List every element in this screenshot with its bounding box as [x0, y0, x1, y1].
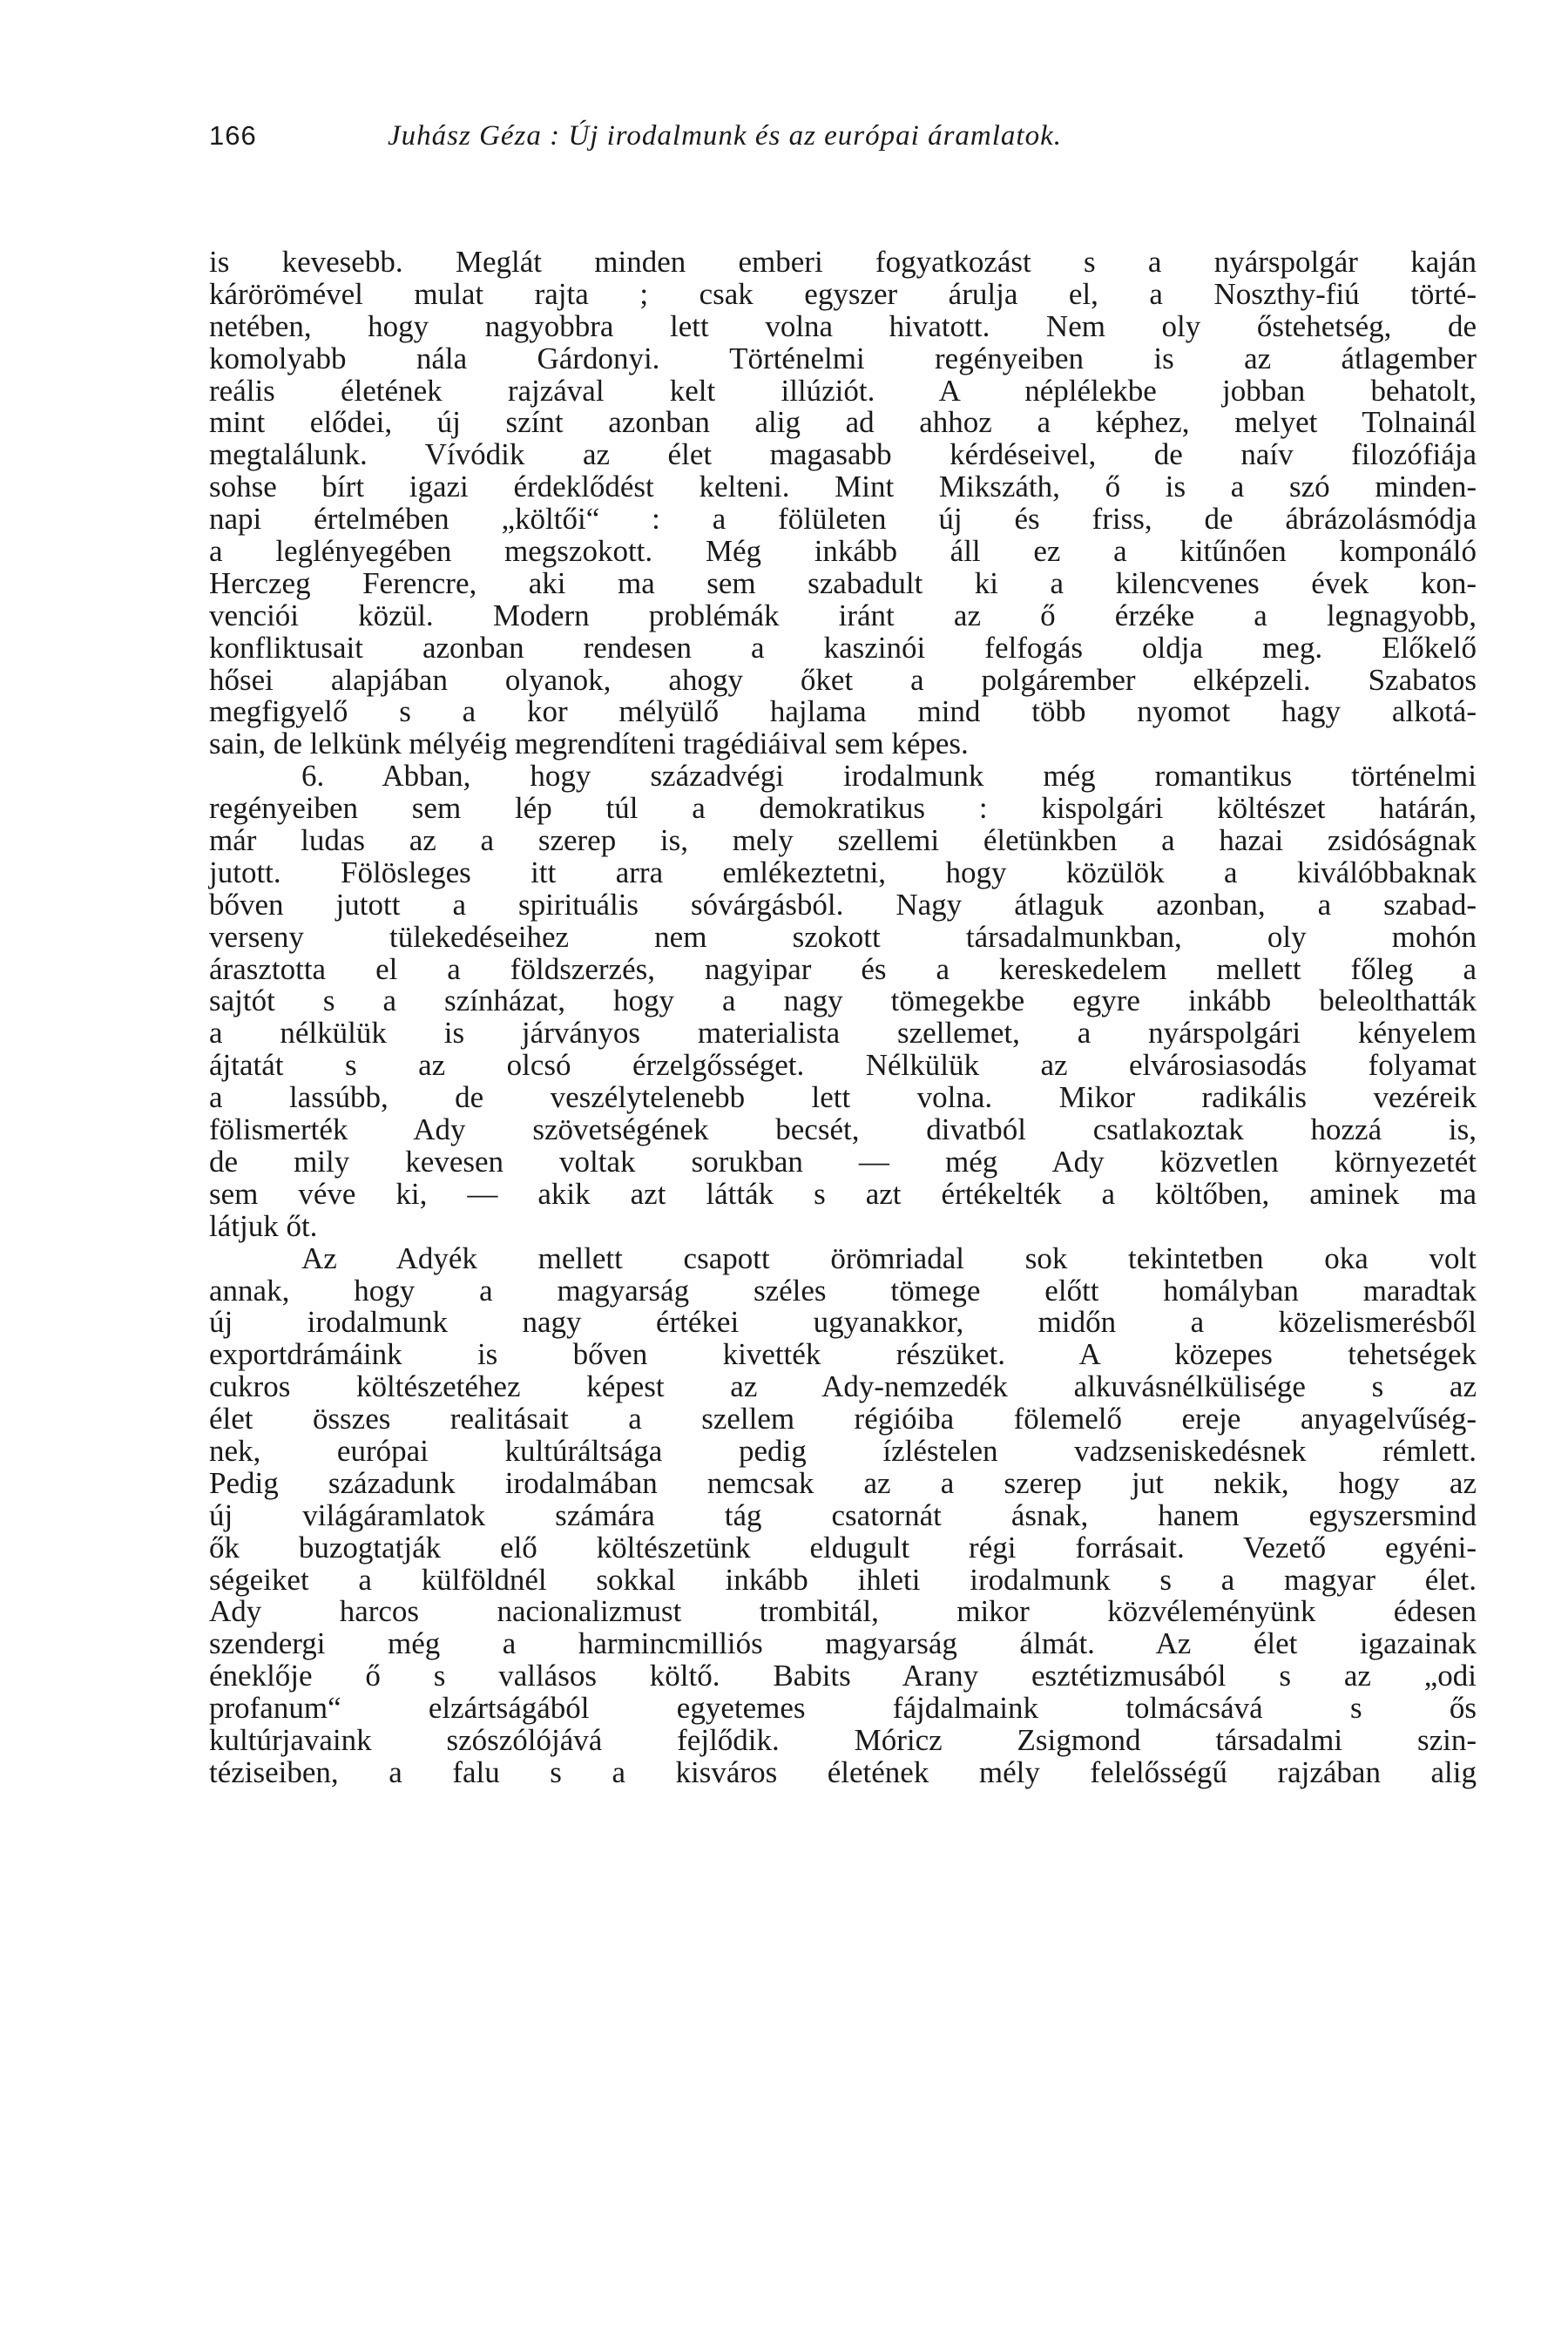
text-line: bőven jutott a spirituális sóvárgásból. Nagy átlaguk azonban, a szabad-	[209, 887, 1477, 922]
text-line: Pedig századunk irodalmában nemcsak az a szerep jut nekik, hogy az	[209, 1465, 1477, 1500]
text-line: netében, hogy nagyobbra lett volna hivatott. Nem oly őstehetség, de	[209, 308, 1477, 343]
text-line: napi értelmében „költői“ : a fölületen új és friss, de ábrázolásmódja	[209, 502, 1477, 537]
text-line: komolyabb nála Gárdonyi. Történelmi regényeiben is az átlagember	[209, 341, 1477, 375]
text-line: mint elődei, új színt azonban alig ad ahhoz a képhez, melyet Tolnainál	[209, 405, 1477, 440]
page-number: 166	[209, 120, 257, 151]
text-line: cukros költészetéhez képest az Ady-nemzedék alkuvásnélkülisége s az	[209, 1369, 1477, 1404]
text-line: élet összes realitásait a szellem régióiba fölemelő ereje anyagelvűség-	[209, 1402, 1477, 1436]
text-line: sain, de lelkünk mélyéig megrendíteni tragédiáival sem képes.	[209, 727, 969, 761]
text-line: annak, hogy a magyarság széles tömege előtt homályban maradtak	[209, 1273, 1477, 1308]
text-line: exportdrámáink is bőven kivették részüket. A közepes tehetségek	[209, 1337, 1477, 1372]
text-line: reális életének rajzával kelt illúziót. A néplélekbe jobban behatolt,	[209, 373, 1477, 408]
text-line: megfigyelő s a kor mélyülő hajlama mind több nyomot hagy alkotá-	[209, 694, 1477, 729]
text-line: jutott. Fölösleges itt arra emlékeztetni, hogy közülök a kiválóbbaknak	[209, 855, 1477, 889]
text-line: nek, európai kultúráltsága pedig ízléstelen vadzseniskedésnek rémlett.	[209, 1433, 1477, 1468]
text-line: új irodalmunk nagy értékei ugyanakkor, midőn a közelismerésből	[209, 1305, 1477, 1340]
paragraph-start-line: Az Adyék mellett csapott örömriadal sok tekintetben oka volt	[301, 1240, 1477, 1275]
text-line: téziseiben, a falu s a kisváros életének mély felelősségű rajzában alig	[209, 1754, 1477, 1789]
page-header	[209, 120, 1472, 172]
text-line: árasztotta el a földszerzés, nagyipar és a kereskedelem mellett főleg a	[209, 951, 1477, 986]
text-line: már ludas az a szerep is, mely szellemi életünkben a hazai zsidóságnak	[209, 823, 1477, 858]
text-line: is kevesebb. Meglát minden emberi fogyatkozást s a nyárspolgár kaján	[209, 245, 1477, 279]
text-line: ők buzogtatják elő költészetünk eldugult régi forrásait. Vezető egyéni-	[209, 1530, 1477, 1565]
text-line: a nélkülük is járványos materialista szellemet, a nyárspolgári kényelem	[209, 1016, 1477, 1051]
text-line: megtalálunk. Vívódik az élet magasabb kérdéseivel, de naív filozófiája	[209, 437, 1477, 472]
text-line: konfliktusait azonban rendesen a kaszinói felfogás oldja meg. Előkelő	[209, 630, 1477, 665]
text-line: de mily kevesen voltak sorukban — még Ady közvetlen környezetét	[209, 1144, 1477, 1179]
text-line: fölismerték Ady szövetségének becsét, divatból csatlakoztak hozzá is,	[209, 1112, 1477, 1147]
text-line: kultúrjavaink szószólójává fejlődik. Móricz Zsigmond társadalmi szin-	[209, 1722, 1477, 1757]
text-line: Herczeg Ferencre, aki ma sem szabadult ki a kilencvenes évek kon-	[209, 565, 1477, 600]
text-line: regényeiben sem lép túl a demokratikus : kispolgári költészet határán,	[209, 791, 1477, 826]
text-line: ségeiket a külföldnél sokkal inkább ihleti irodalmunk s a magyar élet.	[209, 1562, 1477, 1597]
text-line: új világáramlatok számára tág csatornát ásnak, hanem egyszersmind	[209, 1497, 1477, 1532]
text-line: éneklője ő s vallásos költő. Babits Arany esztétizmusából s az „odi	[209, 1659, 1477, 1693]
text-line: Ady harcos nacionalizmust trombitál, mikor közvéleményünk édesen	[209, 1594, 1477, 1629]
running-head: Juhász Géza : Új irodalmunk és az európai áramlatok.	[388, 120, 1062, 152]
text-line: venciói közül. Modern problémák iránt az ő érzéke a legnagyobb,	[209, 598, 1477, 632]
text-line: hősei alapjában olyanok, ahogy őket a polgárember elképzeli. Szabatos	[209, 662, 1477, 697]
text-line: szendergi még a harmincmilliós magyarság álmát. Az élet igazainak	[209, 1626, 1477, 1661]
section-start-line: 6. Abban, hogy századvégi irodalmunk még romantikus történelmi	[301, 759, 1477, 794]
text-line: sohse bírt igazi érdeklődést kelteni. Mint Mikszáth, ő is a szó minden-	[209, 470, 1477, 504]
text-line: sem véve ki, — akik azt látták s azt értékelték a költőben, aminek ma	[209, 1176, 1477, 1211]
text-line: profanum“ elzártságából egyetemes fájdalmaink tolmácsává s ős	[209, 1691, 1477, 1726]
text-line: látjuk őt.	[209, 1208, 318, 1243]
text-line: sajtót s a színházat, hogy a nagy tömegekbe egyre inkább beleolthatták	[209, 983, 1477, 1018]
text-line: kárörömével mulat rajta ; csak egyszer árulja el, a Noszthy-fiú törté-	[209, 276, 1477, 311]
text-line: a leglényegében megszokott. Még inkább áll ez a kitűnően komponáló	[209, 534, 1477, 569]
text-line: verseny tülekedéseihez nem szokott társadalmunkban, oly mohón	[209, 919, 1477, 954]
body-text	[209, 247, 1477, 1789]
text-line: ájtatát s az olcsó érzelgősséget. Nélkülük az elvárosiasodás folyamat	[209, 1048, 1477, 1083]
text-line: a lassúbb, de veszélytelenebb lett volna. Mikor radikális vezéreik	[209, 1080, 1477, 1115]
